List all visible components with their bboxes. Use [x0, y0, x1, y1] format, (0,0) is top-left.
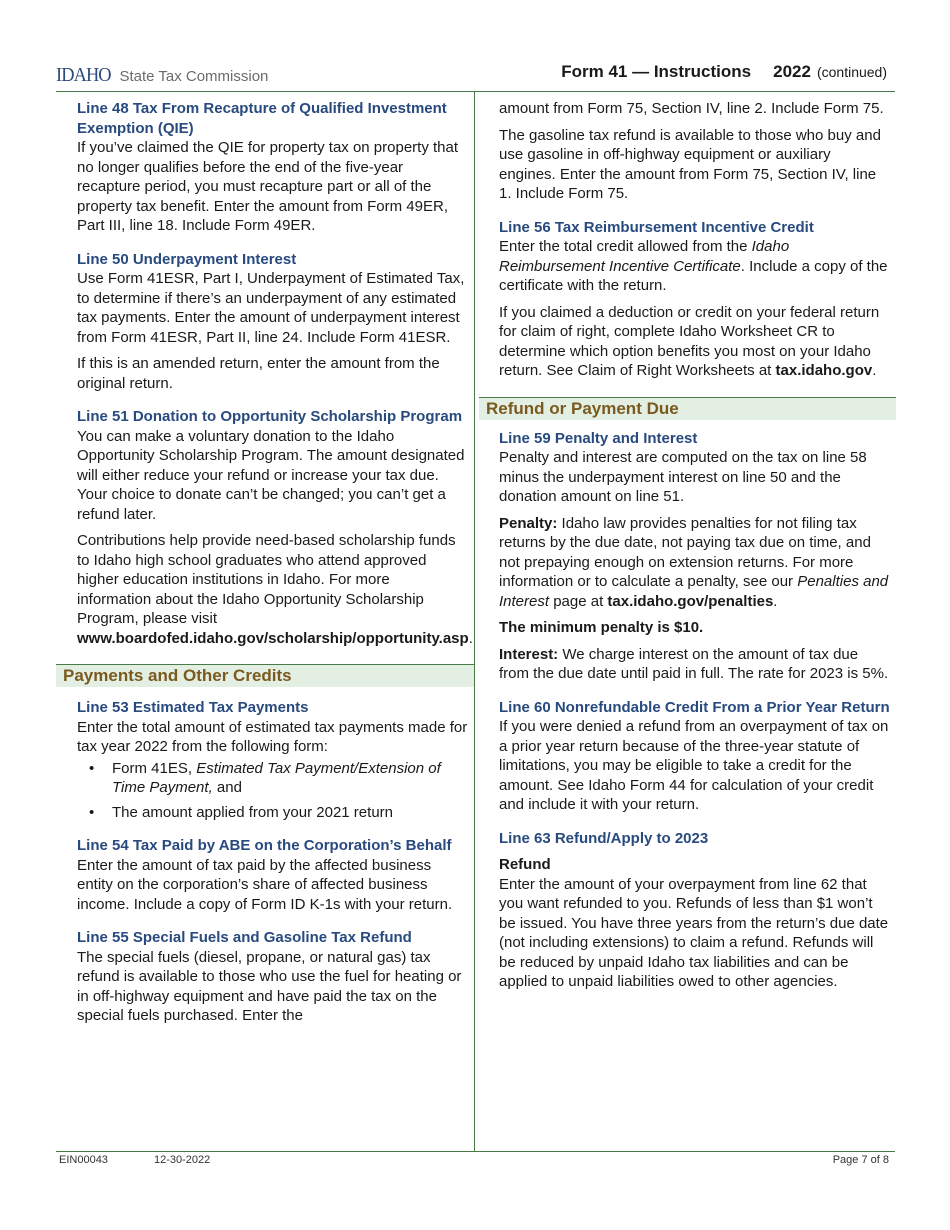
logo-wordmark: IDAHO	[56, 64, 111, 86]
line-59-heading: Line 59 Penalty and Interest	[499, 429, 698, 447]
left-column	[56, 99, 474, 1026]
form-name: Form 41 — Instructions	[561, 62, 752, 81]
right-column	[476, 99, 896, 992]
penalties-link[interactable]: tax.idaho.gov/penalties	[607, 592, 774, 610]
refund-subheading: Refund	[499, 856, 551, 873]
interest-text: Interest: We charge interest on the amount of tax due from the due date until paid in full. The rate for 2023 is 5%.	[499, 645, 889, 682]
document-date: 12-30-2022	[154, 1154, 211, 1166]
line-55-cont-text: amount from Form 75, Section IV, line 2. Include Form 75.	[499, 100, 884, 117]
minimum-penalty-text: The minimum penalty is $10.	[499, 619, 704, 636]
section-refund-heading: Refund or Payment Due	[479, 397, 896, 420]
line-51-contributions-text: Contributions help provide need-based scholarship funds to Idaho high school graduates who attend approved higher education institutions in Idaho. For more information about the Idaho Opportunity Scholarship Program, please visit www.boardofed.idaho.gov/scholarship/opportunity.asp.	[77, 532, 473, 647]
document-code: EIN00043	[59, 1154, 108, 1166]
logo-subtitle: State Tax Commission	[119, 68, 269, 85]
line-59-section	[476, 429, 896, 992]
tax-idaho-link[interactable]: tax.idaho.gov	[775, 362, 873, 379]
line-55-text: The special fuels (diesel, propane, or natural gas) tax refund is available to those who use the fuel for heating or in off-highway equipment and have paid the tax on the special fuels purchased. Enter the	[77, 948, 462, 1024]
penalty-text: Penalty: Idaho law provides penalties for not filing tax returns by the due date, not paying tax due on time, and not prepaying enough on extension returns. For more information or to calculate a penalty, see our Penalties and Interest page at tax.idaho.gov/penalties.	[499, 514, 889, 610]
line-63-text: Enter the amount of your overpayment from line 62 that you want refunded to you. Refunds of less than $1 won’t be issued. You have three years from the return’s due date (not including extensions) to claim a refund. Refunds will be reduced by unpaid Idaho tax liabilities and can be applied to unpaid liabilities owed to other agencies.	[499, 875, 889, 990]
line-51-heading: Line 51 Donation to Opportunity Scholarship Program	[77, 408, 463, 425]
line-53-heading: Line 53 Estimated Tax Payments	[77, 699, 309, 716]
list-item: • The amount applied from your 2021 return	[77, 803, 468, 823]
line-50-text: Use Form 41ESR, Part I, Underpayment of Estimated Tax, to determine if there’s an underpayment of any estimated tax payments. Enter the amount of underpayment interest from Form 41ESR, Part II, line 24. Include Form 41ESR.	[77, 270, 465, 346]
line-60-heading: Line 60 Nonrefundable Credit From a Prior Year Return	[499, 698, 890, 716]
scholarship-link[interactable]: www.boardofed.idaho.gov/scholarship/opportunity.asp	[77, 629, 469, 647]
line-54-text: Enter the amount of tax paid by the affected business entity on the corporation’s share of affected business income. Include a copy of Form ID K-1s with your return.	[77, 856, 453, 913]
line-53-list	[77, 759, 468, 823]
page-header	[56, 58, 895, 92]
line-48-text: If you’ve claimed the QIE for property tax on property that no longer qualifies before the end of the five-year recapture period, you must recapture part or all of the property tax benefit. Enter the amount from Form 49ER, Part III, line 18. Include Form 49ER.	[77, 139, 459, 234]
section-payments-heading: Payments and Other Credits	[56, 664, 474, 687]
claim-of-right-text: If you claimed a deduction or credit on your federal return for claim of right, complete Idaho Worksheet CR to determine which option benefits you most on your Idaho return. See Claim of Right Worksheets at tax.idaho.gov.	[499, 303, 880, 379]
line-56-text: Enter the total credit allowed from the Idaho Reimbursement Incentive Certificate. Include a copy of the certificate with the return.	[499, 238, 888, 294]
header-rule	[56, 91, 895, 92]
form-title	[561, 62, 887, 82]
line-48-section	[56, 99, 474, 648]
line-54-heading: Line 54 Tax Paid by ABE on the Corporation’s Behalf	[77, 837, 452, 854]
gasoline-refund-text: The gasoline tax refund is available to those who buy and use gasoline in off-highway equipment or auxiliary engines. Enter the amount from Form 75, Section IV, line 1. Include Form 75.	[499, 126, 881, 202]
line-63-heading: Line 63 Refund/Apply to 2023	[499, 829, 709, 847]
form-year: 2022	[773, 62, 811, 81]
line-55-continued	[476, 99, 896, 381]
line-53-section	[56, 698, 474, 1026]
line-55-heading: Line 55 Special Fuels and Gasoline Tax Refund	[77, 929, 412, 946]
line-48-heading: Line 48 Tax From Recapture of Qualified Investment Exemption (QIE)	[77, 100, 447, 137]
line-59-text: Penalty and interest are computed on the tax on line 58 minus the underpayment interest on line 50 and the donation amount on line 51.	[499, 449, 867, 505]
line-50-heading: Line 50 Underpayment Interest	[77, 250, 297, 268]
line-56-heading: Line 56 Tax Reimbursement Incentive Credit	[499, 218, 814, 236]
footer-rule	[56, 1151, 895, 1152]
line-53-text: Enter the total amount of estimated tax payments made for tax year 2022 from the following form:	[77, 718, 468, 755]
page-number: Page 7 of 8	[832, 1154, 889, 1166]
column-divider	[474, 92, 475, 1151]
list-item: • Form 41ES, Estimated Tax Payment/Extension of Time Payment, and	[77, 759, 468, 798]
line-60-text: If you were denied a refund from an overpayment of tax on a prior year return because of the three-year statute of limitations, you may be eligible to take a credit for the amount. See Idaho Form 44 for calculation of your credit and include it with your return.	[499, 718, 889, 813]
continued-label: (continued)	[816, 64, 887, 80]
line-51-text: You can make a voluntary donation to the Idaho Opportunity Scholarship Program. The amount designated will either reduce your refund or increase your tax due. Your choice to donate can’t be changed; you can’t get a refund later.	[77, 427, 465, 523]
line-50-amended-text: If this is an amended return, enter the amount from the original return.	[77, 355, 440, 392]
idaho-logo	[56, 64, 268, 88]
